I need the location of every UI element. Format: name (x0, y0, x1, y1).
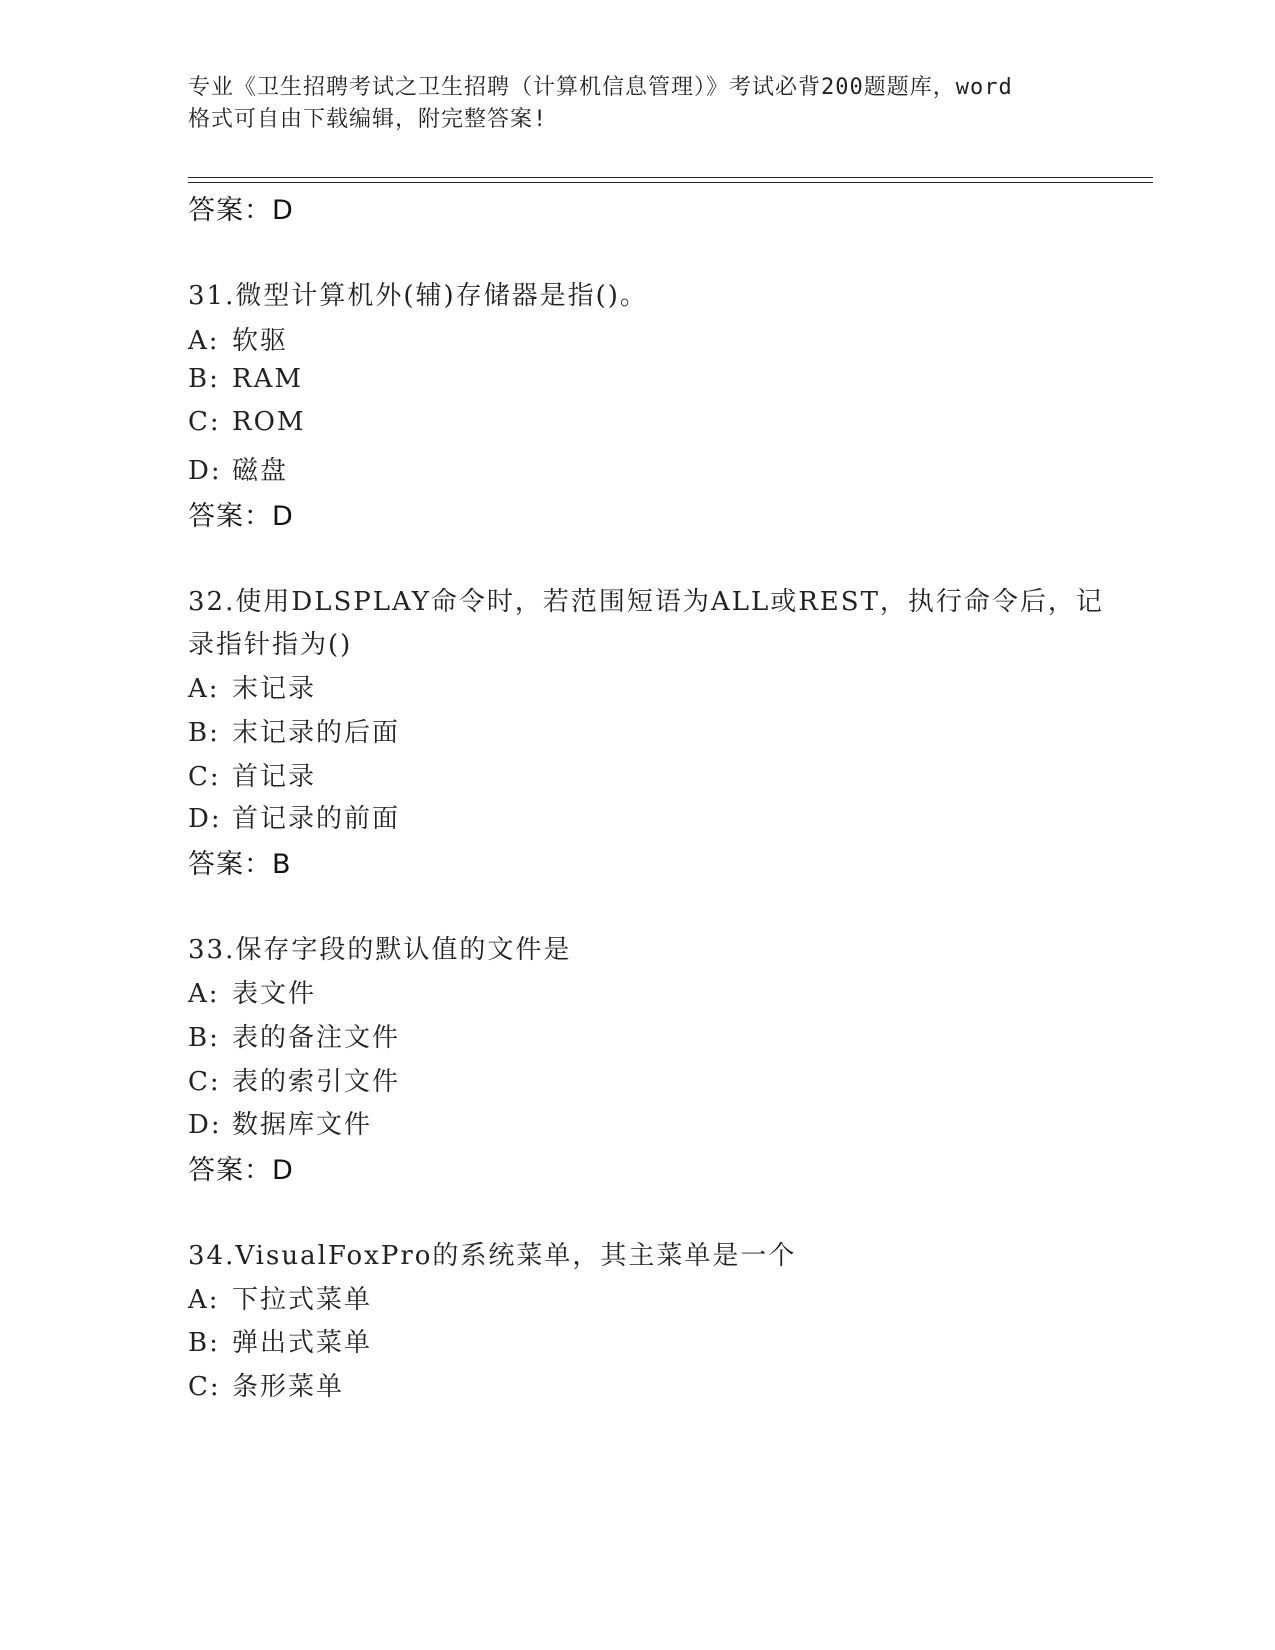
option-text: 条形菜单 (232, 1372, 345, 1402)
answer-value: D (272, 1155, 294, 1186)
answer-line (188, 494, 294, 533)
option-text: 表的索引文件 (232, 1067, 401, 1097)
question-text: 31.微型计算机外(辅)存储器是指()。 (188, 281, 648, 311)
option-text: 首记录的前面 (232, 804, 401, 834)
option-text: 表的备注文件 (232, 1023, 401, 1053)
option-text: RAM (232, 364, 303, 394)
option-prefix: A: (188, 674, 220, 704)
option-text: 软驱 (232, 326, 289, 356)
option-prefix: D: (188, 804, 222, 834)
option-text: 末记录 (232, 674, 317, 704)
option-line (188, 1366, 344, 1403)
header-divider-bottom (188, 182, 1153, 183)
option-text: 磁盘 (232, 456, 289, 486)
option-text: ROM (232, 407, 306, 437)
option-prefix: A: (188, 979, 220, 1009)
option-prefix: B: (188, 718, 220, 748)
option-text: 首记录 (232, 762, 317, 792)
option-line (188, 668, 316, 705)
option-line (188, 450, 288, 487)
answer-line (188, 188, 294, 227)
option-line (188, 1104, 372, 1141)
option-prefix: D: (188, 1110, 222, 1140)
option-prefix: C: (188, 1067, 221, 1097)
option-line (188, 712, 400, 749)
option-text: 末记录的后面 (232, 718, 401, 748)
option-prefix: C: (188, 762, 221, 792)
answer-line (188, 842, 292, 881)
option-line (188, 320, 288, 357)
answer-label: 答案： (188, 849, 272, 880)
option-line (188, 1279, 372, 1316)
answer-line (188, 1148, 294, 1187)
option-text: 下拉式菜单 (232, 1285, 373, 1315)
option-line (188, 407, 306, 437)
answer-label: 答案： (188, 501, 272, 532)
option-line (188, 798, 400, 835)
option-text: 数据库文件 (232, 1110, 373, 1140)
option-prefix: C: (188, 1372, 221, 1402)
option-prefix: B: (188, 364, 220, 394)
option-prefix: D: (188, 456, 222, 486)
option-prefix: A: (188, 1285, 220, 1315)
answer-label: 答案： (188, 1155, 272, 1186)
option-text: 弹出式菜单 (232, 1328, 373, 1358)
header-line-2: 格式可自由下载编辑，附完整答案! (188, 107, 548, 132)
option-line (188, 1017, 400, 1054)
option-text: 表文件 (232, 979, 317, 1009)
option-prefix: B: (188, 1023, 220, 1053)
option-prefix: A: (188, 326, 220, 356)
answer-value: D (272, 195, 294, 226)
question-text: 34.VisualFoxPro的系统菜单，其主菜单是一个 (188, 1241, 797, 1271)
option-line (188, 1061, 400, 1098)
answer-value: B (272, 849, 292, 880)
option-prefix: C: (188, 407, 221, 437)
option-line (188, 756, 316, 793)
document-header (188, 72, 1128, 136)
header-line-1: 专业《卫生招聘考试之卫生招聘（计算机信息管理）》考试必背200题题库，word (188, 75, 1013, 100)
answer-label: 答案： (188, 195, 272, 226)
question-text: 录指针指为() (188, 630, 353, 660)
header-divider-top (188, 177, 1153, 178)
option-line (188, 364, 303, 394)
question-text: 32.使用DLSPLAY命令时，若范围短语为ALL或REST，执行命令后，记 (188, 587, 1104, 617)
option-line (188, 973, 316, 1010)
option-line (188, 1322, 372, 1359)
answer-value: D (272, 501, 294, 532)
question-text: 33.保存字段的默认值的文件是 (188, 935, 572, 965)
option-prefix: B: (188, 1328, 220, 1358)
